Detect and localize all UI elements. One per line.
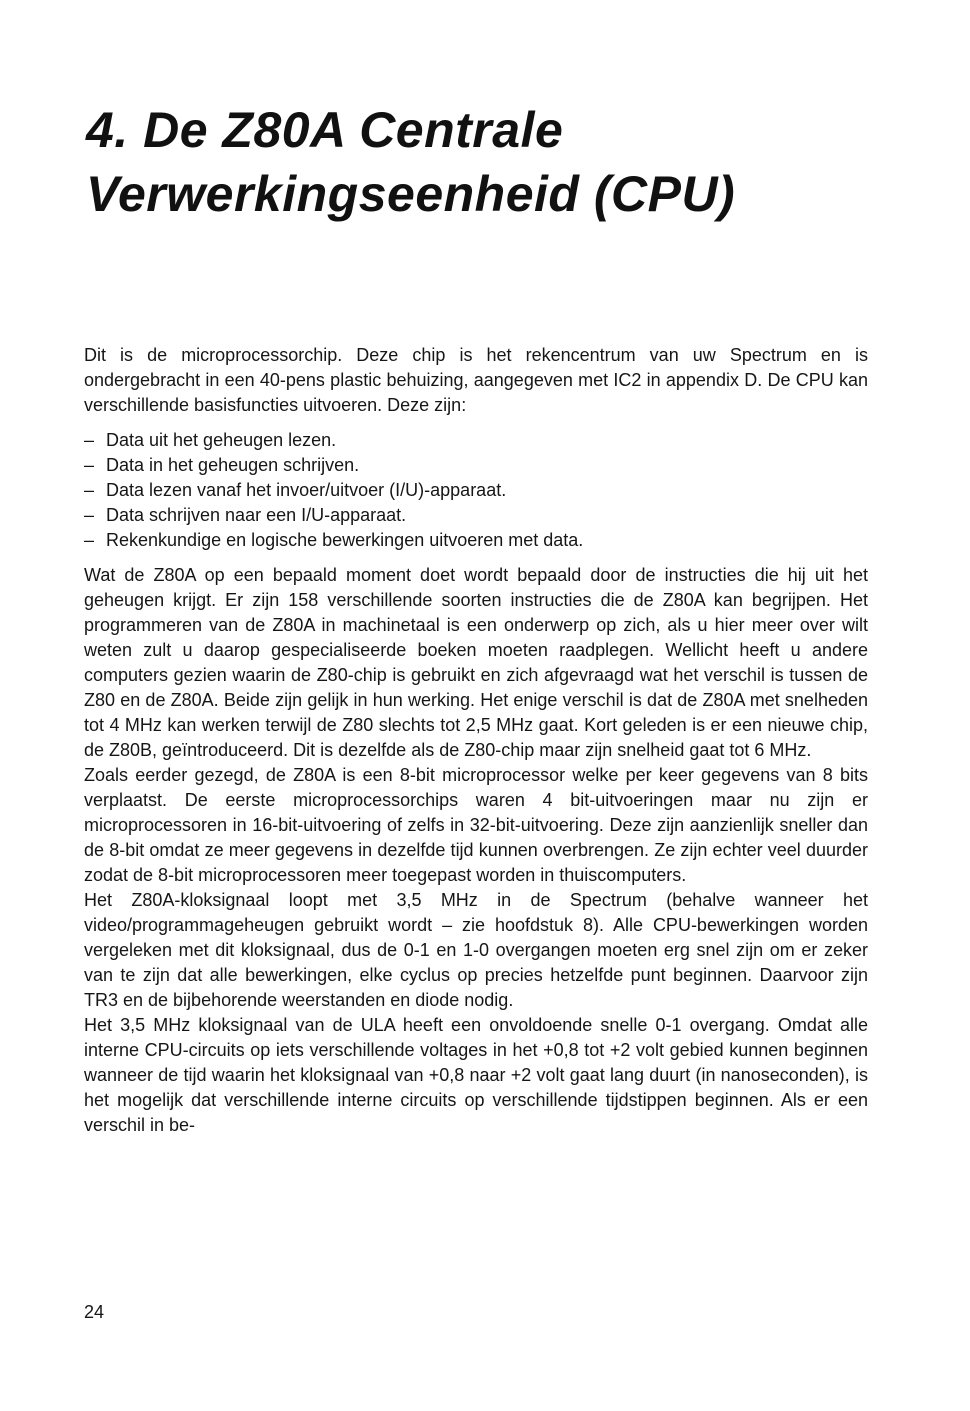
bullet-dash: – xyxy=(84,480,95,500)
paragraph-ula-clock: Het 3,5 MHz kloksignaal van de ULA heeft een onvoldoende snelle 0-1 overgang. Omdat alle interne CPU-circuits op iets verschillende voltages in het +0,8 tot +2 volt gebied kunnen beginnen wanneer de tijd waarin het kloksignaal van +0,8 naar +2 volt gaat lang duurt (in nanoseconden), is het mogelijk dat verschillende interne circuits op verschillende tijdstippen beginnen. Als er een verschil in be- xyxy=(84,1015,868,1135)
page-number: 24 xyxy=(84,1302,105,1322)
list-item-text: Rekenkundige en logische bewerkingen uitvoeren met data. xyxy=(106,530,584,550)
list-item xyxy=(84,428,868,453)
paragraph-clock-signal: Het Z80A-kloksignaal loopt met 3,5 MHz in de Spectrum (behalve wanneer het video/programmageheugen gebruikt wordt – zie hoofdstuk 8). Alle CPU-bewerkingen worden vergeleken met dit kloksignaal, dus de 0-1 en 1-0 overgangen moeten erg snel zijn om er zeker van te zijn dat alle bewerkingen, elke cyclus op precies hetzelfde punt beginnen. Daarvoor zijn TR3 en de bijbehorende weerstanden en diode nodig. xyxy=(84,890,868,1010)
bullet-dash: – xyxy=(84,430,95,450)
bullet-dash: – xyxy=(84,455,95,475)
list-item-text: Data in het geheugen schrijven. xyxy=(106,455,360,475)
chapter-title-line-1: 4. De Z80A Centrale xyxy=(86,102,564,158)
chapter-title xyxy=(86,98,906,226)
list-item xyxy=(84,478,868,503)
chapter-title-line-2: Verwerkingseenheid (CPU) xyxy=(86,166,736,222)
bullet-dash: – xyxy=(84,505,95,525)
body-text xyxy=(84,343,868,1138)
list-item xyxy=(84,503,868,528)
intro-paragraph: Dit is de microprocessorchip. Deze chip is het rekencentrum van uw Spectrum en is ondergebracht in een 40-pens plastic behuizing, aangegeven met IC2 in appendix D. De CPU kan verschillende basisfuncties uitvoeren. Deze zijn: xyxy=(84,345,868,415)
list-item-text: Data lezen vanaf het invoer/uitvoer (I/U)-apparaat. xyxy=(106,480,507,500)
cpu-functions-list xyxy=(84,428,868,553)
list-item-text: Data schrijven naar een I/U-apparaat. xyxy=(106,505,407,525)
list-item-text: Data uit het geheugen lezen. xyxy=(106,430,337,450)
paragraph-8bit-microprocessor: Zoals eerder gezegd, de Z80A is een 8-bit microprocessor welke per keer gegevens van 8 bits verplaatst. De eerste microprocessorchips waren 4 bit-uitvoeringen maar nu zijn er microprocessoren in 16-bit-uitvoering of zelfs in 32-bit-uitvoering. Deze zijn aanzienlijk sneller dan de 8-bit omdat ze meer gegevens in dezelfde tijd kunnen overbrengen. Ze zijn echter veel duurder zodat de 8-bit microprocessoren meer toegepast worden in thuiscomputers. xyxy=(84,765,868,885)
list-item xyxy=(84,453,868,478)
bullet-dash: – xyxy=(84,530,95,550)
list-item xyxy=(84,528,868,553)
paragraph-z80a-instructions: Wat de Z80A op een bepaald moment doet wordt bepaald door de instructies die hij uit het geheugen krijgt. Er zijn 158 verschillende soorten instructies die de Z80A kan begrijpen. Het programmeren van de Z80A in machinetaal is een onderwerp op zich, als u hier meer over wilt weten zult u daarop gespecialiseerde boeken moeten raadplegen. Wellicht heeft u andere computers gezien waarin de Z80-chip is gebruikt en zich afgevraagd wat het verschil is tussen de Z80 en de Z80A. Beide zijn gelijk in hun werking. Het enige verschil is dat de Z80A met snelheden tot 4 MHz kan werken terwijl de Z80 slechts tot 2,5 MHz gaat. Kort geleden is er een nieuwe chip, de Z80B, geïntroduceerd. Dit is dezelfde als de Z80-chip maar zijn snelheid gaat tot 6 MHz. xyxy=(84,565,868,760)
